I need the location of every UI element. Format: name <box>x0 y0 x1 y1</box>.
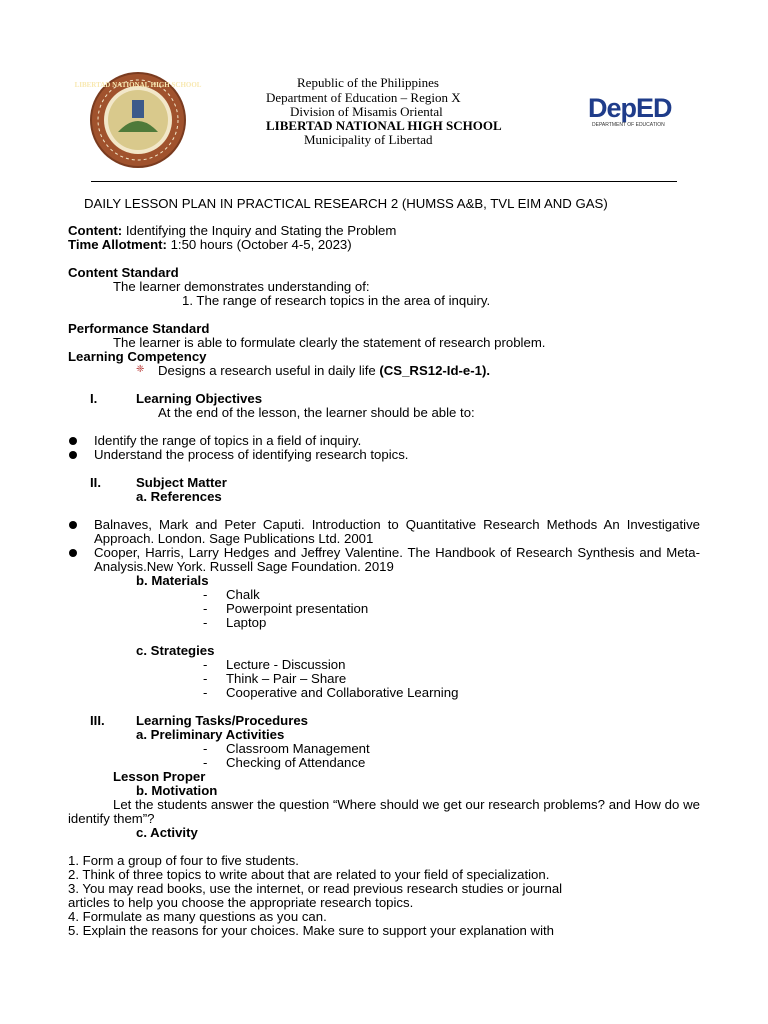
time-allotment-line <box>68 238 352 252</box>
motivation-text: Let the students answer the question “Where should we get our research problems? and How do we identify them”? <box>68 797 700 826</box>
header-division: Division of Misamis Oriental <box>290 104 443 119</box>
header-republic: Republic of the Philippines <box>297 75 439 90</box>
references-heading: a. References <box>136 489 222 504</box>
material-item: Powerpoint presentation <box>226 601 369 616</box>
competency-description: Designs a research useful in daily life <box>158 363 380 378</box>
reference-bullet-icon <box>69 521 77 529</box>
strategy-item: Lecture - Discussion <box>226 657 346 672</box>
subject-matter-numeral: II. <box>90 475 101 490</box>
learning-competency-text <box>158 364 490 378</box>
objectives-heading: Learning Objectives <box>136 391 263 406</box>
objective-item: Understand the process of identifying research topics. <box>94 447 409 462</box>
content-standard-item: 1. The range of research topics in the area of inquiry. <box>182 293 491 308</box>
header-divider <box>91 181 677 182</box>
preliminary-item: Classroom Management <box>226 741 370 756</box>
header-school-name: LIBERTAD NATIONAL HIGH SCHOOL <box>266 118 502 133</box>
content-standard-heading: Content Standard <box>68 265 179 280</box>
material-item: Chalk <box>226 587 260 602</box>
content-line <box>68 224 396 238</box>
performance-standard-heading: Performance Standard <box>68 321 210 336</box>
activity-heading: c. Activity <box>136 825 198 840</box>
learning-competency-heading: Learning Competency <box>68 349 207 364</box>
time-value: 1:50 hours (October 4-5, 2023) <box>166 237 352 252</box>
objectives-intro: At the end of the lesson, the learner should be able to: <box>158 405 475 420</box>
list-dash: - <box>203 587 208 602</box>
performance-standard-text: The learner is able to formulate clearly the statement of research problem. <box>113 335 546 350</box>
preliminary-heading: a. Preliminary Activities <box>136 727 285 742</box>
deped-logo-subtitle: DEPARTMENT OF EDUCATION <box>592 122 665 128</box>
deped-logo-text: DepED <box>588 93 672 123</box>
material-item: Laptop <box>226 615 267 630</box>
strategy-item: Think – Pair – Share <box>226 671 347 686</box>
objective-bullet-icon <box>69 451 77 459</box>
activity-step: 2. Think of three topics to write about that are related to your field of specialization. <box>68 867 550 882</box>
reference-item: Cooper, Harris, Larry Hedges and Jeffrey Valentine. The Handbook of Research Synthesis and Meta-Analysis.New York. Russell Sage Foundation. 2019 <box>94 545 700 574</box>
strategy-item: Cooperative and Collaborative Learning <box>226 685 459 700</box>
subject-matter-heading: Subject Matter <box>136 475 227 490</box>
objective-item: Identify the range of topics in a field of inquiry. <box>94 433 362 448</box>
header-department: Department of Education – Region X <box>266 90 461 105</box>
list-dash: - <box>203 601 208 616</box>
content-value: Identifying the Inquiry and Stating the Problem <box>122 223 397 238</box>
deped-logo <box>588 93 688 133</box>
reference-bullet-icon <box>69 549 77 557</box>
content-standard-text: The learner demonstrates understanding of: <box>113 279 370 294</box>
objective-bullet-icon <box>69 437 77 445</box>
reference-item: Balnaves, Mark and Peter Caputi. Introduction to Quantitative Research Methods An Investigative Approach. London. Sage Publications Ltd. 2001 <box>94 517 700 546</box>
list-dash: - <box>203 755 208 770</box>
list-dash: - <box>203 741 208 756</box>
competency-bullet-icon: ❈ <box>136 364 145 375</box>
activity-step: articles to help you choose the appropriate research topics. <box>68 895 414 910</box>
procedures-numeral: III. <box>90 713 105 728</box>
activity-step: 4. Formulate as many questions as you can. <box>68 909 327 924</box>
objectives-numeral: I. <box>90 391 98 406</box>
seal-text: LIBERTAD NATIONAL HIGH SCHOOL <box>74 81 202 89</box>
preliminary-item: Checking of Attendance <box>226 755 366 770</box>
list-dash: - <box>203 657 208 672</box>
procedures-heading: Learning Tasks/Procedures <box>136 713 308 728</box>
activity-step: 1. Form a group of four to five students. <box>68 853 299 868</box>
list-dash: - <box>203 615 208 630</box>
list-dash: - <box>203 685 208 700</box>
strategies-heading: c. Strategies <box>136 643 215 658</box>
motivation-heading: b. Motivation <box>136 783 218 798</box>
content-label: Content: <box>68 223 123 238</box>
activity-step: 3. You may read books, use the internet, or read previous research studies or journal <box>68 881 563 896</box>
materials-heading: b. Materials <box>136 573 209 588</box>
list-dash: - <box>203 671 208 686</box>
school-seal-logo <box>74 70 202 170</box>
activity-step: 5. Explain the reasons for your choices. Make sure to support your explanation with <box>68 923 554 938</box>
document-title: DAILY LESSON PLAN IN PRACTICAL RESEARCH 2 (HUMSS A&B, TVL EIM AND GAS) <box>84 196 608 211</box>
competency-code: (CS_RS12-Id-e-1). <box>379 363 491 378</box>
lesson-proper-heading: Lesson Proper <box>113 769 206 784</box>
header-municipality: Municipality of Libertad <box>304 132 433 147</box>
time-label: Time Allotment: <box>68 237 167 252</box>
